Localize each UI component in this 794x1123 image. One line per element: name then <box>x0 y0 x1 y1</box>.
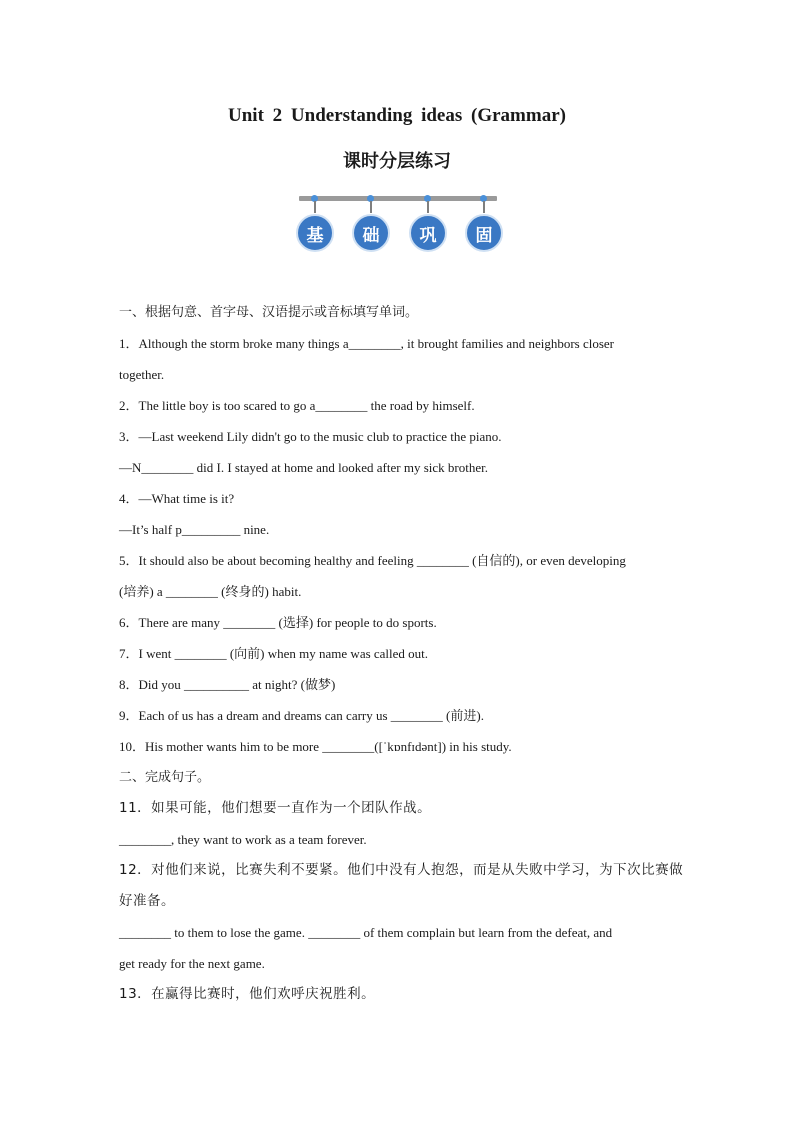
section-heading-2: 二、完成句子。 <box>119 770 211 785</box>
banner-node <box>370 201 372 213</box>
banner-node <box>427 201 429 213</box>
question-4-cont: —It’s half p_________ nine. <box>119 522 270 537</box>
badge-gong: 巩 <box>409 214 447 252</box>
question-11-answer: ________, they want to work as a team forever. <box>119 832 367 847</box>
question-10: 10．His mother wants him to be more ________([ˈkɒnfɪdənt]) in his study. <box>119 739 512 754</box>
section-heading-1: 一、根据句意、首字母、汉语提示或音标填写单词。 <box>119 305 419 320</box>
banner-node <box>314 201 316 213</box>
question-1-cont: together. <box>119 367 165 382</box>
question-12-cont: 好准备。 <box>119 893 175 909</box>
section-banner <box>297 193 499 255</box>
question-12-answer-cont: get ready for the next game. <box>119 956 265 971</box>
question-3-cont: —N________ did I. I stayed at home and looked after my sick brother. <box>119 460 488 475</box>
question-12-answer: ________ to them to lose the game. ________ of them complain but learn from the defeat, and <box>119 925 613 940</box>
question-13: 13．在赢得比赛时，他们欢呼庆祝胜利。 <box>119 986 376 1002</box>
question-2: 2．The little boy is too scared to go a________ the road by himself. <box>119 398 475 413</box>
question-12: 12．对他们来说，比赛失利不要紧。他们中没有人抱怨，而是从失败中学习，为下次比赛做 <box>119 862 684 878</box>
badge-chu: 础 <box>352 214 390 252</box>
page-title: Unit 2 Understanding ideas (Grammar) <box>228 105 566 126</box>
badge-gu: 固 <box>465 214 503 252</box>
page-subtitle: 课时分层练习 <box>343 151 451 172</box>
banner-node <box>483 201 485 213</box>
question-8: 8．Did you __________ at night? (做梦) <box>119 677 336 692</box>
banner-bar <box>299 196 497 201</box>
question-3: 3．—Last weekend Lily didn't go to the music club to practice the piano. <box>119 429 502 444</box>
question-11: 11．如果可能，他们想要一直作为一个团队作战。 <box>119 800 432 816</box>
badge-ji: 基 <box>296 214 334 252</box>
question-9: 9．Each of us has a dream and dreams can carry us ________ (前进). <box>119 708 484 723</box>
question-7: 7．I went ________ (向前) when my name was called out. <box>119 646 429 661</box>
exercise-content <box>119 297 684 1010</box>
question-1: 1．Although the storm broke many things a________, it brought families and neighbors closer <box>119 336 615 351</box>
question-5-cont: (培养) a ________ (终身的) habit. <box>119 584 302 599</box>
question-5: 5．It should also be about becoming healthy and feeling ________ (自信的), or even developing <box>119 553 626 568</box>
question-4: 4．—What time is it? <box>119 491 235 506</box>
question-6: 6．There are many ________ (选择) for people to do sports. <box>119 615 437 630</box>
